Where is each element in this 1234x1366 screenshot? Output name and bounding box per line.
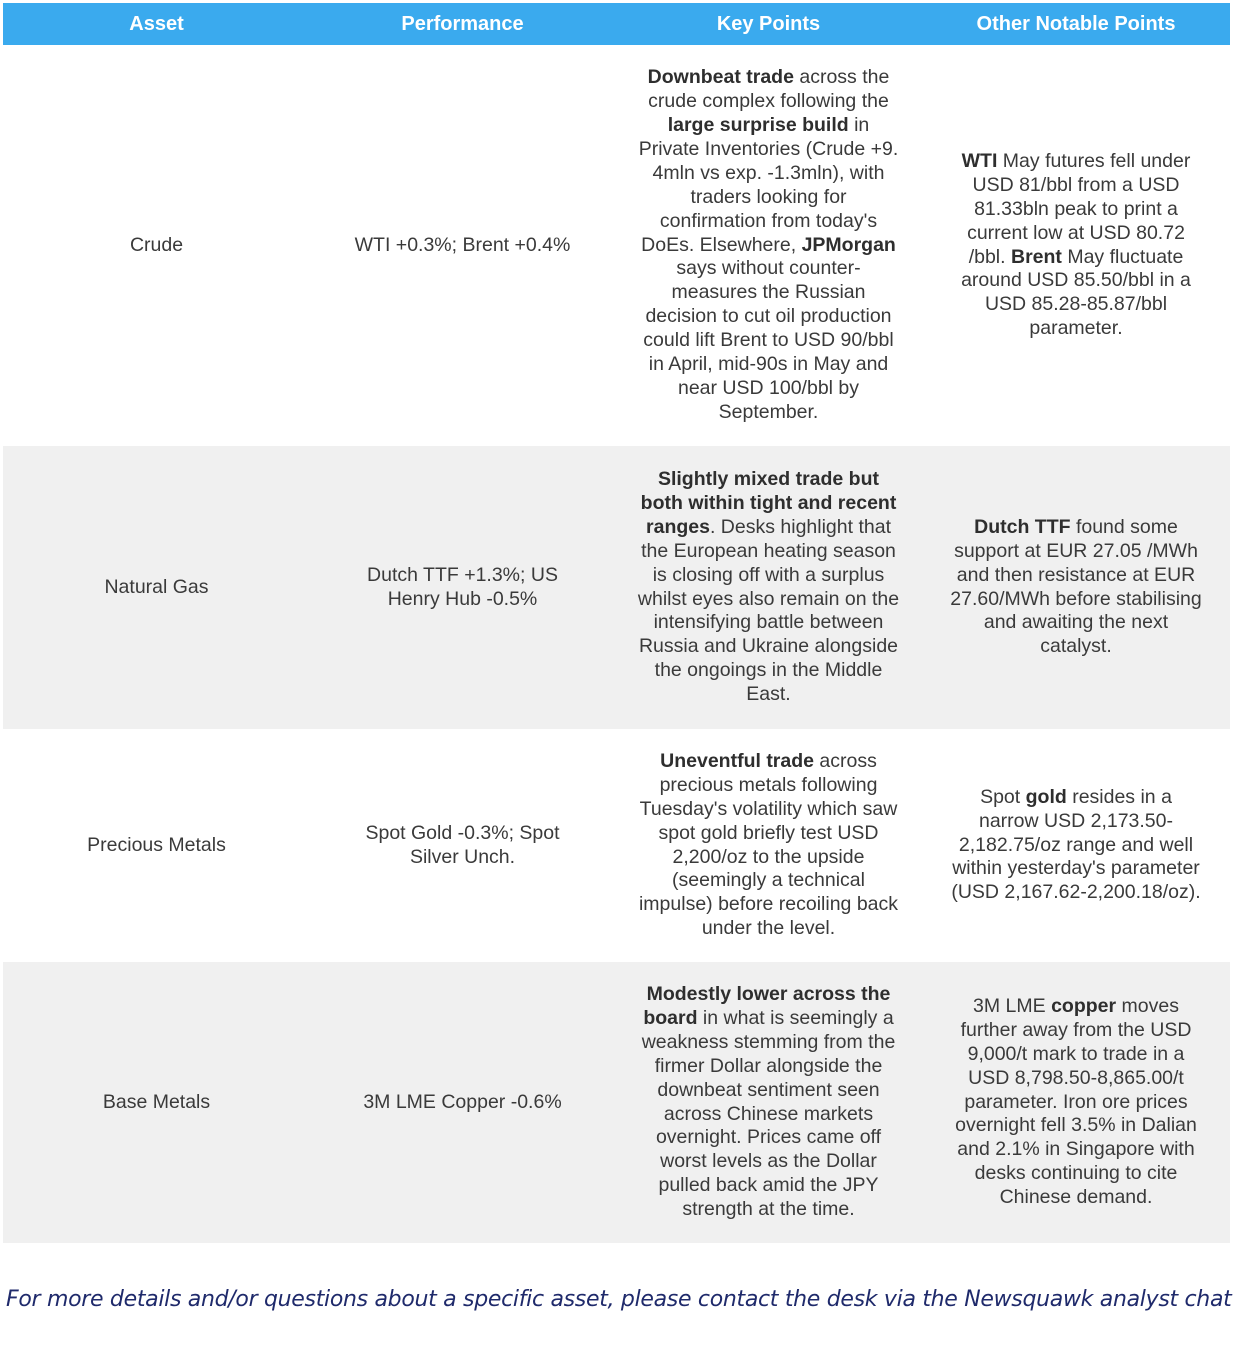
table-row <box>3 729 1230 962</box>
key-points-text: in what is seemingly a weakness stemming from the firmer Dollar alongside the downbeat sentiment seen across Chinese markets overnight. Prices came off worst levels as the Dollar pulled back amid the JPY strength at the time. <box>641 1006 896 1221</box>
other-points-bold-text: Dutch TTF <box>974 515 1071 538</box>
key-points-text: in Private Inventories (Crude +9. 4mln vs exp. -1.3mln), with traders looking for confirmation from today's DoEs. Elsewhere, <box>638 114 899 256</box>
header-other-notable-points: Other Notable Points <box>922 3 1230 45</box>
asset-cell: Natural Gas <box>3 446 310 729</box>
key-points-cell <box>615 962 922 1243</box>
table-row <box>3 962 1230 1243</box>
commodities-table <box>3 3 1230 1243</box>
performance-cell: WTI +0.3%; Brent +0.4% <box>354 233 571 256</box>
table-row <box>3 446 1230 729</box>
header-performance: Performance <box>310 3 615 45</box>
other-points-text: May fluctuate around USD 85.50/bbl in a USD 85.28-85.87/bbl parameter. <box>961 245 1191 340</box>
footer-note: For more details and/or questions about a specific asset, please contact the desk via the Newsquawk analyst chat <box>6 1287 1232 1312</box>
key-points-text: across the crude complex following the <box>648 66 890 113</box>
asset-cell: Precious Metals <box>87 833 226 856</box>
key-points-bold-text: Slightly mixed trade but both within tight and recent ranges <box>640 467 897 538</box>
key-points-cell <box>615 446 922 729</box>
other-points-text: 3M LME <box>973 994 1052 1017</box>
header-key-points: Key Points <box>615 3 922 45</box>
key-points-bold-text: Modestly lower across the board <box>643 982 891 1029</box>
asset-cell: Base Metals <box>3 962 310 1243</box>
other-points-text: resides in a narrow USD 2,173.50-2,182.75/oz range and well within yesterday's parameter (USD 2,167.62-2,200.18/oz). <box>951 785 1201 904</box>
key-points-cell <box>615 729 922 962</box>
other-points-bold-text: Brent <box>1010 245 1062 268</box>
other-points-text: Spot <box>980 785 1026 808</box>
key-points-bold-text: Uneventful trade <box>660 749 814 772</box>
other-notable-points-cell <box>922 45 1230 446</box>
table-header-row <box>3 3 1230 45</box>
other-points-text: May futures fell under USD 81/bbl from a USD 81.33bln peak to print a current low at USD 80.72 /bbl. <box>967 149 1191 268</box>
other-points-bold-text: gold <box>1025 785 1067 808</box>
other-notable-points-cell <box>922 446 1230 729</box>
other-notable-points-cell <box>922 729 1230 962</box>
performance-cell: Spot Gold -0.3%; Spot Silver Unch. <box>365 821 560 868</box>
asset-cell: Crude <box>129 233 184 256</box>
other-points-text: moves further away from the USD 9,000/t mark to trade in a USD 8,798.50-8,865.00/t parameter. Iron ore prices overnight fell 3.5% in Dalian and 2.1% in Singapore with desks continuing to cite Chinese demand. <box>955 994 1197 1209</box>
key-points-cell <box>615 45 922 446</box>
performance-cell: Dutch TTF +1.3%; US Henry Hub -0.5% <box>310 446 615 729</box>
key-points-bold-text: Downbeat trade <box>647 66 794 89</box>
other-points-bold-text: copper <box>1051 994 1117 1017</box>
other-notable-points-cell <box>922 962 1230 1243</box>
key-points-bold-text: JPMorgan <box>801 233 896 256</box>
key-points-bold-text: large surprise build <box>667 114 849 137</box>
performance-cell: 3M LME Copper -0.6% <box>310 962 615 1243</box>
other-points-text: found some support at EUR 27.05 /MWh and then resistance at EUR 27.60/MWh before stabilising and awaiting the next catalyst. <box>950 515 1202 658</box>
key-points-text: . Desks highlight that the European heating season is closing off with a surplus whilst eyes also remain on the intensifying battle between Russia and Ukraine alongside the ongoings in the Middle East. <box>637 515 900 706</box>
key-points-text: says without counter-measures the Russian decision to cut oil production could lift Brent to USD 90/bbl in April, mid-90s in May and near USD 100/bbl by September. <box>643 257 894 423</box>
header-asset: Asset <box>3 3 310 45</box>
other-points-bold-text: WTI <box>961 149 998 172</box>
table-body <box>3 45 1230 1243</box>
table-row <box>3 45 1230 446</box>
key-points-text: across precious metals following Tuesday's volatility which saw spot gold briefly test USD 2,200/oz to the upside (seemingly a technical impulse) before recoiling back under the level. <box>638 749 899 940</box>
